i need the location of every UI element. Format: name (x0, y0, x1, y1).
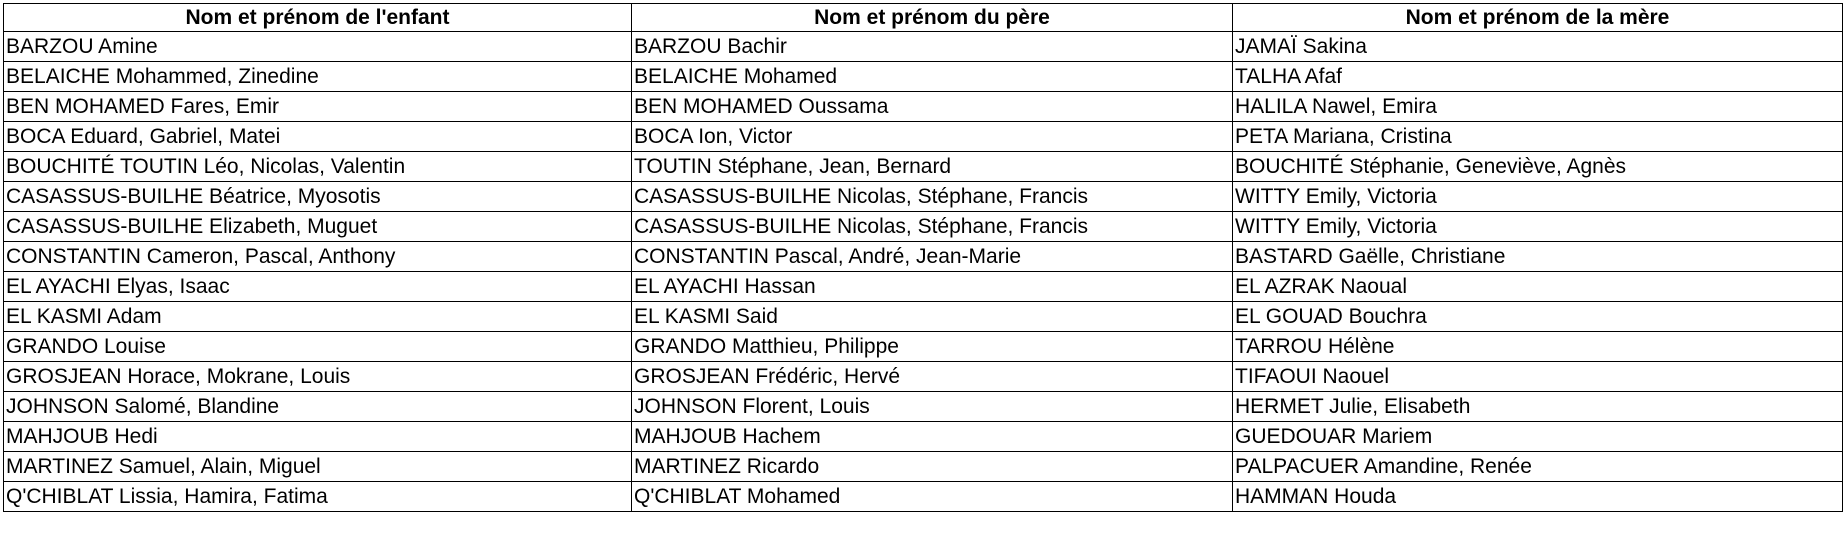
father-name-cell: GROSJEAN Frédéric, Hervé (632, 362, 1233, 392)
mother-name-cell: HALILA Nawel, Emira (1233, 92, 1843, 122)
mother-name-cell: PETA Mariana, Cristina (1233, 122, 1843, 152)
father-name-cell: BARZOU Bachir (632, 32, 1233, 62)
table-row (4, 242, 1843, 272)
child-name-cell: BELAICHE Mohammed, Zinedine (4, 62, 632, 92)
father-name-cell: JOHNSON Florent, Louis (632, 392, 1233, 422)
table-row (4, 422, 1843, 452)
table-row (4, 392, 1843, 422)
child-name-cell: BOCA Eduard, Gabriel, Matei (4, 122, 632, 152)
father-name-cell: TOUTIN Stéphane, Jean, Bernard (632, 152, 1233, 182)
header-father-name: Nom et prénom du père (632, 4, 1233, 32)
child-name-cell: MAHJOUB Hedi (4, 422, 632, 452)
father-name-cell: CONSTANTIN Pascal, André, Jean-Marie (632, 242, 1233, 272)
table-row (4, 62, 1843, 92)
table-row (4, 182, 1843, 212)
father-name-cell: MARTINEZ Ricardo (632, 452, 1233, 482)
mother-name-cell: TIFAOUI Naouel (1233, 362, 1843, 392)
mother-name-cell: EL AZRAK Naoual (1233, 272, 1843, 302)
father-name-cell: GRANDO Matthieu, Philippe (632, 332, 1233, 362)
mother-name-cell: PALPACUER Amandine, Renée (1233, 452, 1843, 482)
table-row (4, 482, 1843, 512)
child-name-cell: CONSTANTIN Cameron, Pascal, Anthony (4, 242, 632, 272)
mother-name-cell: BOUCHITÉ Stéphanie, Geneviève, Agnès (1233, 152, 1843, 182)
father-name-cell: BOCA Ion, Victor (632, 122, 1233, 152)
child-name-cell: EL KASMI Adam (4, 302, 632, 332)
child-name-cell: Q'CHIBLAT Lissia, Hamira, Fatima (4, 482, 632, 512)
table-row (4, 152, 1843, 182)
father-name-cell: BEN MOHAMED Oussama (632, 92, 1233, 122)
child-name-cell: BEN MOHAMED Fares, Emir (4, 92, 632, 122)
table-row (4, 452, 1843, 482)
father-name-cell: CASASSUS-BUILHE Nicolas, Stéphane, Francis (632, 182, 1233, 212)
table-row (4, 302, 1843, 332)
child-name-cell: BARZOU Amine (4, 32, 632, 62)
child-name-cell: CASASSUS-BUILHE Elizabeth, Muguet (4, 212, 632, 242)
child-name-cell: CASASSUS-BUILHE Béatrice, Myosotis (4, 182, 632, 212)
birth-registry-sheet (3, 3, 1842, 512)
child-name-cell: GROSJEAN Horace, Mokrane, Louis (4, 362, 632, 392)
mother-name-cell: TALHA Afaf (1233, 62, 1843, 92)
father-name-cell: MAHJOUB Hachem (632, 422, 1233, 452)
table-row (4, 92, 1843, 122)
mother-name-cell: GUEDOUAR Mariem (1233, 422, 1843, 452)
mother-name-cell: JAMAÏ Sakina (1233, 32, 1843, 62)
mother-name-cell: BASTARD Gaëlle, Christiane (1233, 242, 1843, 272)
mother-name-cell: TARROU Hélène (1233, 332, 1843, 362)
mother-name-cell: HAMMAN Houda (1233, 482, 1843, 512)
table-row (4, 32, 1843, 62)
child-name-cell: MARTINEZ Samuel, Alain, Miguel (4, 452, 632, 482)
mother-name-cell: EL GOUAD Bouchra (1233, 302, 1843, 332)
table-row (4, 272, 1843, 302)
table-row (4, 212, 1843, 242)
table-row (4, 332, 1843, 362)
header-mother-name: Nom et prénom de la mère (1233, 4, 1843, 32)
header-child-name: Nom et prénom de l'enfant (4, 4, 632, 32)
table-row (4, 362, 1843, 392)
father-name-cell: BELAICHE Mohamed (632, 62, 1233, 92)
mother-name-cell: WITTY Emily, Victoria (1233, 182, 1843, 212)
child-name-cell: JOHNSON Salomé, Blandine (4, 392, 632, 422)
child-name-cell: EL AYACHI Elyas, Isaac (4, 272, 632, 302)
father-name-cell: Q'CHIBLAT Mohamed (632, 482, 1233, 512)
header-row (4, 4, 1843, 32)
father-name-cell: EL AYACHI Hassan (632, 272, 1233, 302)
mother-name-cell: HERMET Julie, Elisabeth (1233, 392, 1843, 422)
child-name-cell: GRANDO Louise (4, 332, 632, 362)
father-name-cell: EL KASMI Said (632, 302, 1233, 332)
child-name-cell: BOUCHITÉ TOUTIN Léo, Nicolas, Valentin (4, 152, 632, 182)
table-row (4, 122, 1843, 152)
parents-table (3, 3, 1843, 512)
mother-name-cell: WITTY Emily, Victoria (1233, 212, 1843, 242)
father-name-cell: CASASSUS-BUILHE Nicolas, Stéphane, Francis (632, 212, 1233, 242)
